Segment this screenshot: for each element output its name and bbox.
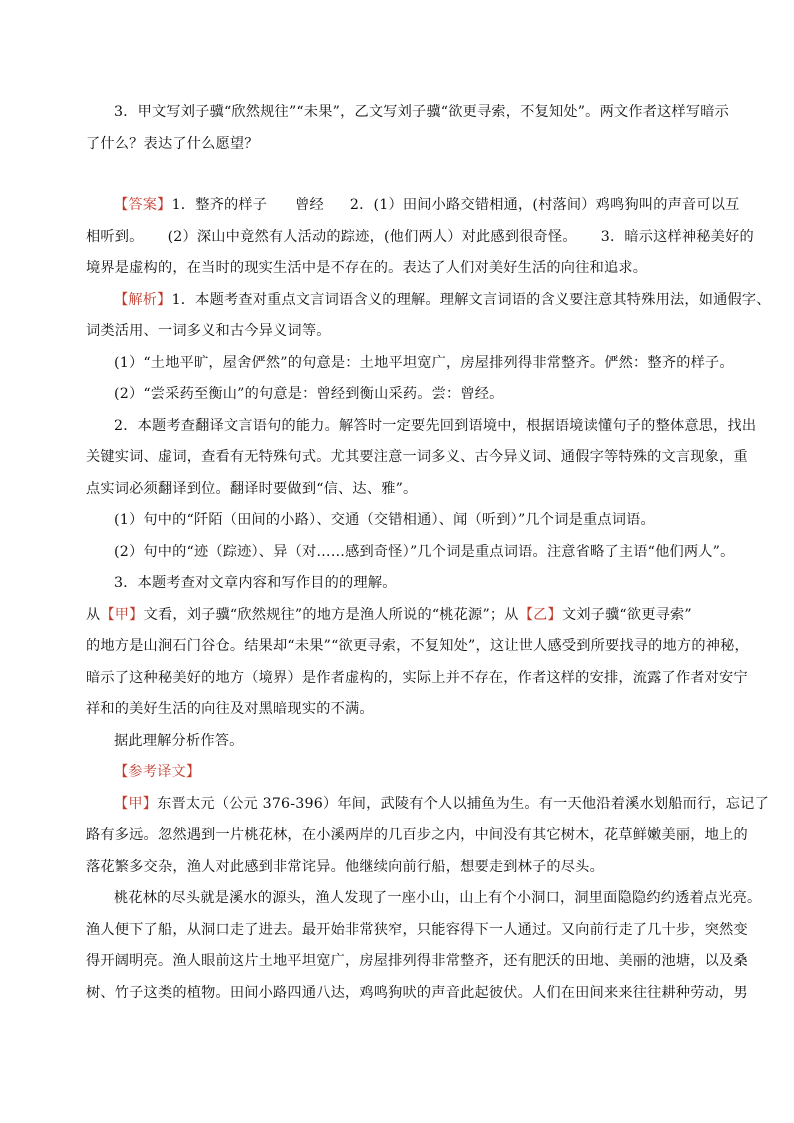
analysis-line: (1）“土地平旷，屋舍俨然”的句意是：土地平坦宽广，房屋排列得非常整齐。俨然：整齐的样子。	[114, 354, 734, 371]
tag-yi: 【乙】	[518, 606, 562, 623]
answer-line	[86, 222, 754, 254]
analysis-line: 关键实词、虚词，查看有无特殊句式。尤其要注意一词多义、古今异义词、通假字等特殊的文言现象，重	[86, 449, 748, 465]
translation-line: 树、竹子这类的植物。田间小路四通八达，鸡鸣狗吠的声音此起彼伏。人们在田间来来往往耕种劳动，男	[86, 984, 748, 1001]
question-line: 3．甲文写刘子骥“欣然规往”“未果”，乙文写刘子骥“欲更寻索，不复知处”。两文作者这样写暗示	[114, 104, 730, 120]
translation-line: 路有多远。忽然遇到一片桃花林，在小溪两岸的几百步之内，中间没有其它树木，花草鲜嫩美丽，地上的	[86, 827, 748, 843]
answer-tag: 【答案】	[114, 197, 172, 213]
translation-line: 落花繁多交杂，渔人对此感到非常诧异。他继续向前行船，想要走到林子的尽头。	[86, 858, 604, 875]
analysis-line: 的地方是山涧石门谷仓。结果却“未果”“欲更寻索，不复知处”，这让世人感受到所要找寻的地方的神秘，	[86, 638, 749, 654]
answer-line: 境界是虚构的，在当时的现实生活中是不存在的。表达了人们对美好生活的向往和追求。	[86, 260, 648, 276]
analysis-line: 2．本题考查翻译文言语句的能力。解答时一定要先回到语境中，根据语境读懂句子的整体意思，找出	[114, 417, 757, 434]
tag-jia: 【甲】	[100, 606, 144, 623]
question-line: 了什么？表达了什么愿望？	[86, 135, 259, 152]
analysis-line: (2）句中的“迹（踪迹）、异（对……感到奇怪）”几个词是重点词语。注意省略了主语“他们两人”。	[114, 543, 735, 560]
analysis-tag: 【解析】	[114, 291, 172, 308]
translation-jia-tag: 【甲】	[114, 795, 158, 812]
analysis-line: 从【甲】文看，刘子骥“欣然规往”的地方是渔人所说的“桃花源”；从【乙】文刘子骥“欲更寻索”	[86, 606, 692, 623]
answer-2-label: 2．	[349, 197, 374, 213]
answer-2-part1-cont: 相听到。	[86, 228, 144, 245]
analysis-line: (1）句中的“阡陌（田间的小路）、交通（交错相通）、闻（听到）”几个词是重点词语。	[114, 512, 655, 528]
answer-3-text: 暗示这样神秘美好的	[624, 228, 754, 245]
answer-1-label: 1．	[171, 197, 196, 213]
analysis-line: 据此理解分析作答。	[114, 732, 244, 749]
answer-2-part1: (1）田间小路交错相通，(村落间）鸡鸣狗叫的声音可以互	[373, 197, 740, 213]
answer-3-label: 3．	[600, 228, 625, 245]
analysis-line: 祥和的美好生活的向往及对黑暗现实的不满。	[86, 701, 374, 717]
answer-1-term2: 曾经	[295, 197, 324, 213]
analysis-line: 【解析】1．本题考查对重点文言词语含义的理解。理解文言词语的含义要注意其特殊用法，如通假字、	[114, 291, 771, 308]
translation-tag: 【参考译文】	[114, 764, 201, 780]
analysis-line: 点实词必须翻译到位。翻译时要做到“信、达、雅”。	[86, 480, 418, 497]
translation-heading	[86, 757, 738, 789]
answer-2-part2: (2）深山中竟然有人活动的踪迹，(他们两人）对此感到很奇怪。	[167, 228, 577, 245]
analysis-line: 暗示了这种秘美好的地方（境界）是作者虚构的，实际上并不存在，作者这样的安排，流露了作者对安宁	[86, 669, 748, 686]
translation-line: 渔人便下了船，从洞口走了进去。最开始非常狭窄，只能容得下一人通过。又向前行走了几十步，突然变	[86, 921, 748, 938]
analysis-line: 词类活用、一词多义和古今异义词等。	[86, 323, 331, 339]
answer-line	[86, 190, 738, 222]
analysis-line: (2）“尝采药至衡山”的句意是：曾经到衡山采药。尝：曾经。	[114, 386, 504, 402]
translation-line: 得开阔明亮。渔人眼前这片土地平坦宽广，房屋排列得非常整齐，还有肥沃的田地、美丽的池塘，以及桑	[86, 953, 748, 969]
answer-1-term1: 整齐的样子	[195, 197, 268, 213]
analysis-line: 3．本题考查对文章内容和写作目的的理解。	[114, 575, 397, 591]
question-3	[86, 97, 738, 160]
translation-line: 【甲】东晋太元（公元 376-396）年间，武陵有个人以捕鱼为生。有一天他沿着溪水划船而行，忘记了	[114, 795, 769, 812]
answer-analysis-section	[86, 190, 771, 1009]
translation-line: 桃花林的尽头就是溪水的源头，渔人发现了一座小山，山上有个小洞口，洞里面隐隐约约透着点光亮。	[114, 890, 762, 906]
